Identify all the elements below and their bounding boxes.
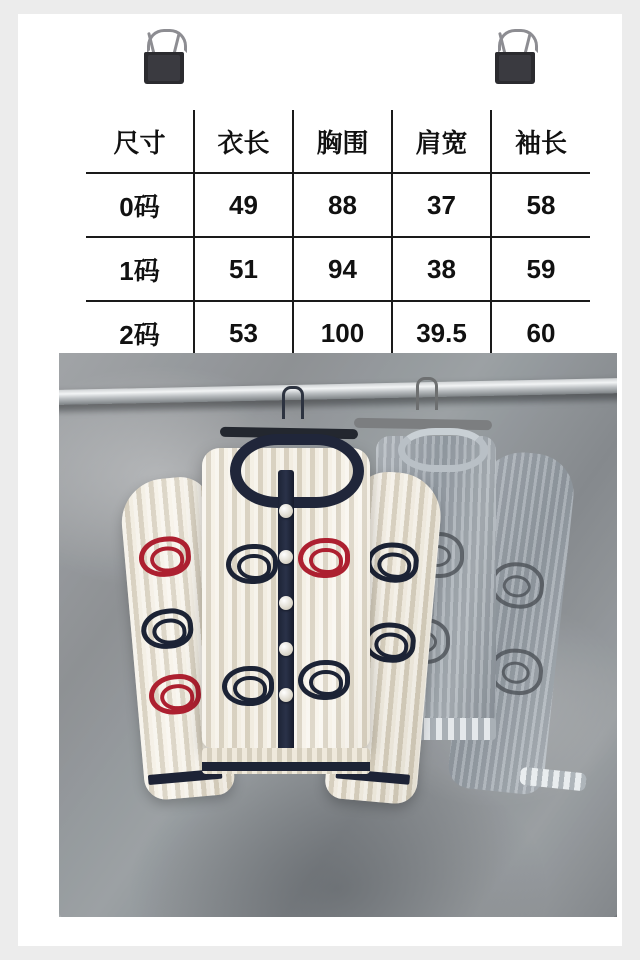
- flower-motif-navy: [365, 540, 420, 584]
- flower-motif-navy: [362, 620, 417, 664]
- hanger-hook-icon: [282, 386, 304, 419]
- cell-bust: 94: [293, 237, 392, 301]
- table-header-row: [86, 110, 590, 173]
- button-1: [279, 504, 293, 518]
- size-chart: [86, 110, 590, 364]
- row-header-size: 1码: [86, 237, 194, 301]
- cell-sleeve: 60: [491, 301, 590, 364]
- flower-motif-navy: [140, 607, 195, 651]
- binder-clip-right-icon: [488, 32, 542, 84]
- cell-shoulder: 37: [392, 173, 491, 237]
- clip-body: [144, 52, 184, 84]
- flower-motif-navy: [298, 660, 350, 700]
- button-4: [279, 642, 293, 656]
- size-table: [86, 110, 590, 364]
- cell-sleeve: 58: [491, 173, 590, 237]
- flower-motif-navy: [222, 666, 274, 706]
- column-header-bust: 胸围: [293, 110, 392, 173]
- flower-motif-red: [137, 535, 192, 579]
- column-header-sleeve: 袖长: [491, 110, 590, 173]
- cell-sleeve: 59: [491, 237, 590, 301]
- column-header-size: 尺寸: [86, 110, 194, 173]
- flower-motif-navy: [226, 544, 278, 584]
- button-5: [279, 688, 293, 702]
- button-3: [279, 596, 293, 610]
- table-row: [86, 173, 590, 237]
- cream-collar: [230, 434, 364, 508]
- button-2: [279, 550, 293, 564]
- binder-clip-left-icon: [137, 32, 191, 84]
- cell-bust: 100: [293, 301, 392, 364]
- cell-bust: 88: [293, 173, 392, 237]
- column-header-length: 衣长: [194, 110, 293, 173]
- clip-body: [495, 52, 535, 84]
- row-header-size: 2码: [86, 301, 194, 364]
- cell-length: 51: [194, 237, 293, 301]
- cream-cardigan: [130, 426, 440, 832]
- flower-motif-red: [147, 672, 202, 716]
- table-row: [86, 237, 590, 301]
- cell-shoulder: 38: [392, 237, 491, 301]
- row-header-size: 0码: [86, 173, 194, 237]
- cell-length: 49: [194, 173, 293, 237]
- cream-hem-stripe: [202, 762, 370, 771]
- paper-sheet: [18, 14, 622, 946]
- cell-shoulder: 39.5: [392, 301, 491, 364]
- column-header-shoulder: 肩宽: [392, 110, 491, 173]
- flower-motif-red: [298, 538, 350, 578]
- cell-length: 53: [194, 301, 293, 364]
- hanger-hook-icon: [416, 377, 438, 410]
